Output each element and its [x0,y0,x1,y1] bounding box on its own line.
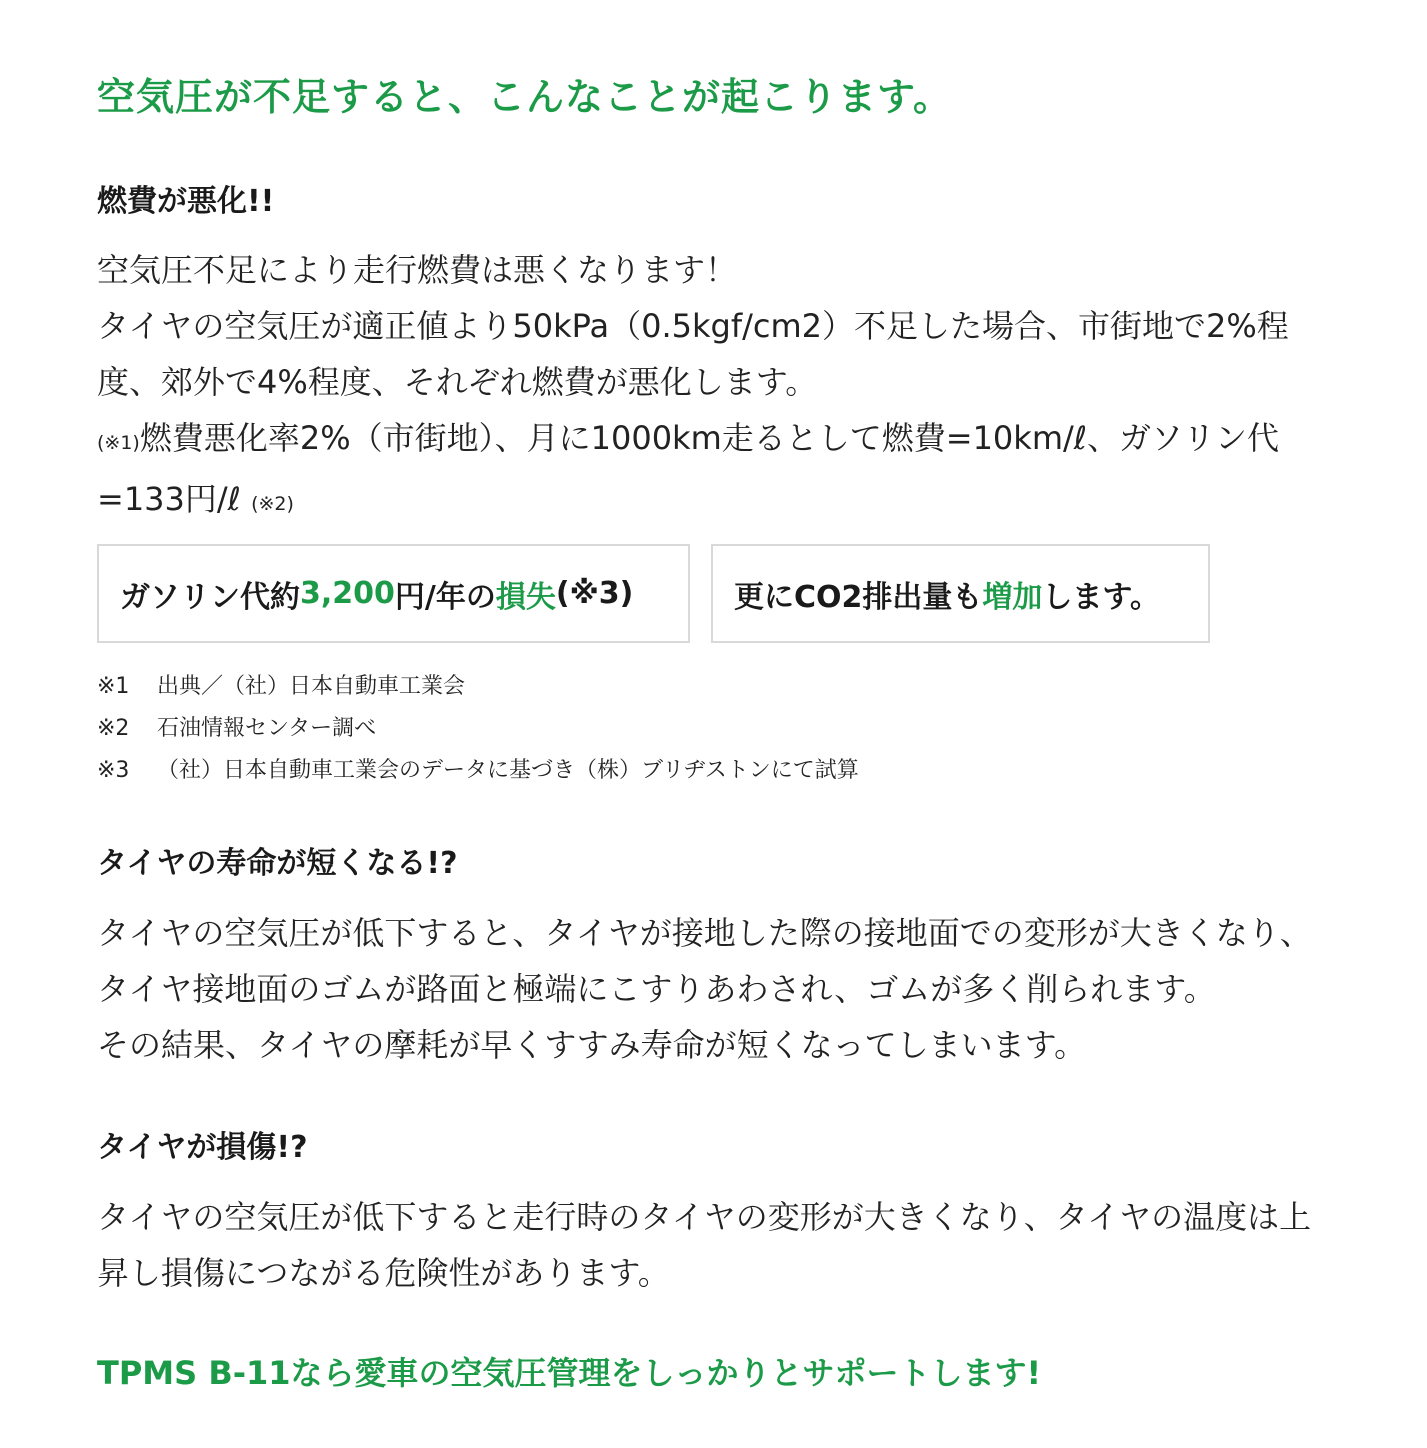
footnotes [97,666,859,792]
section-title-fuel: 燃費が悪化!! [97,184,275,219]
note-ref-1: (※1) [97,432,140,454]
section-body-lifespan [97,905,1327,1073]
footnote-mark: ※2 [97,716,130,741]
section-body-damage [97,1189,1327,1301]
fuel-loss-label: ガソリン代約 [120,579,300,615]
fuel-calculation [97,410,1327,532]
lifespan-line-2: タイヤ接地面のゴムが路面と極端にこすりあわされ、ゴムが多く削られます。 [97,970,1216,1008]
fuel-loss-unit: 円/年の [394,579,496,615]
damage-text: タイヤの空気圧が低下すると走行時のタイヤの変形が大きくなり、タイヤの温度は上昇し損傷につながる危険性があります。 [97,1198,1312,1292]
co2-label: 更にCO2排出量も [734,579,983,615]
co2-box [711,544,1210,643]
lifespan-line-1: タイヤの空気圧が低下すると、タイヤが接地した際の接地面での変形が大きくなり、 [97,914,1312,952]
section-title-damage: タイヤが損傷!? [97,1130,308,1165]
footnote-text: （社）日本自動車工業会のデータに基づき（株）ブリヂストンにて試算 [157,758,859,783]
fuel-intro: 空気圧不足により走行燃費は悪くなります！ [97,251,738,289]
fuel-detail: タイヤの空気圧が適正値より50kPa（0.5kgf/cm2）不足した場合、市街地で2%程度、郊外で4%程度、それぞれ燃費が悪化します。 [97,307,1289,401]
page-title: 空気圧が不足すると、こんなことが起こります。 [97,75,952,119]
fuel-loss-box [97,544,690,643]
fuel-loss-amount: 3,200 [300,576,395,611]
fuel-loss-word: 損失 [495,579,556,615]
footnote [97,666,859,708]
footnote-mark: ※3 [97,758,130,783]
fuel-calculation-text: 燃費悪化率2%（市街地）、月に1000km走るとして燃費=10km/ℓ、ガソリン代=133円/ℓ [97,419,1279,518]
section-title-lifespan: タイヤの寿命が短くなる!? [97,846,458,881]
footnote [97,750,859,792]
highlight-boxes [97,544,1210,643]
fuel-loss-note: (※3) [555,576,634,611]
co2-suffix: します。 [1042,579,1161,615]
footnote-text: 石油情報センター調べ [157,716,377,741]
co2-increase-word: 増加 [982,579,1043,615]
product-cta: TPMS B-11なら愛車の空気圧管理をしっかりとサポートします! [97,1354,1042,1392]
note-ref-2: (※2) [251,493,294,515]
footnote-mark: ※1 [97,674,130,699]
section-body-fuel [97,242,1327,532]
lifespan-line-3: その結果、タイヤの摩耗が早くすすみ寿命が短くなってしまいます。 [97,1026,1087,1064]
footnote-text: 出典／（社）日本自動車工業会 [157,674,466,699]
footnote [97,708,859,750]
